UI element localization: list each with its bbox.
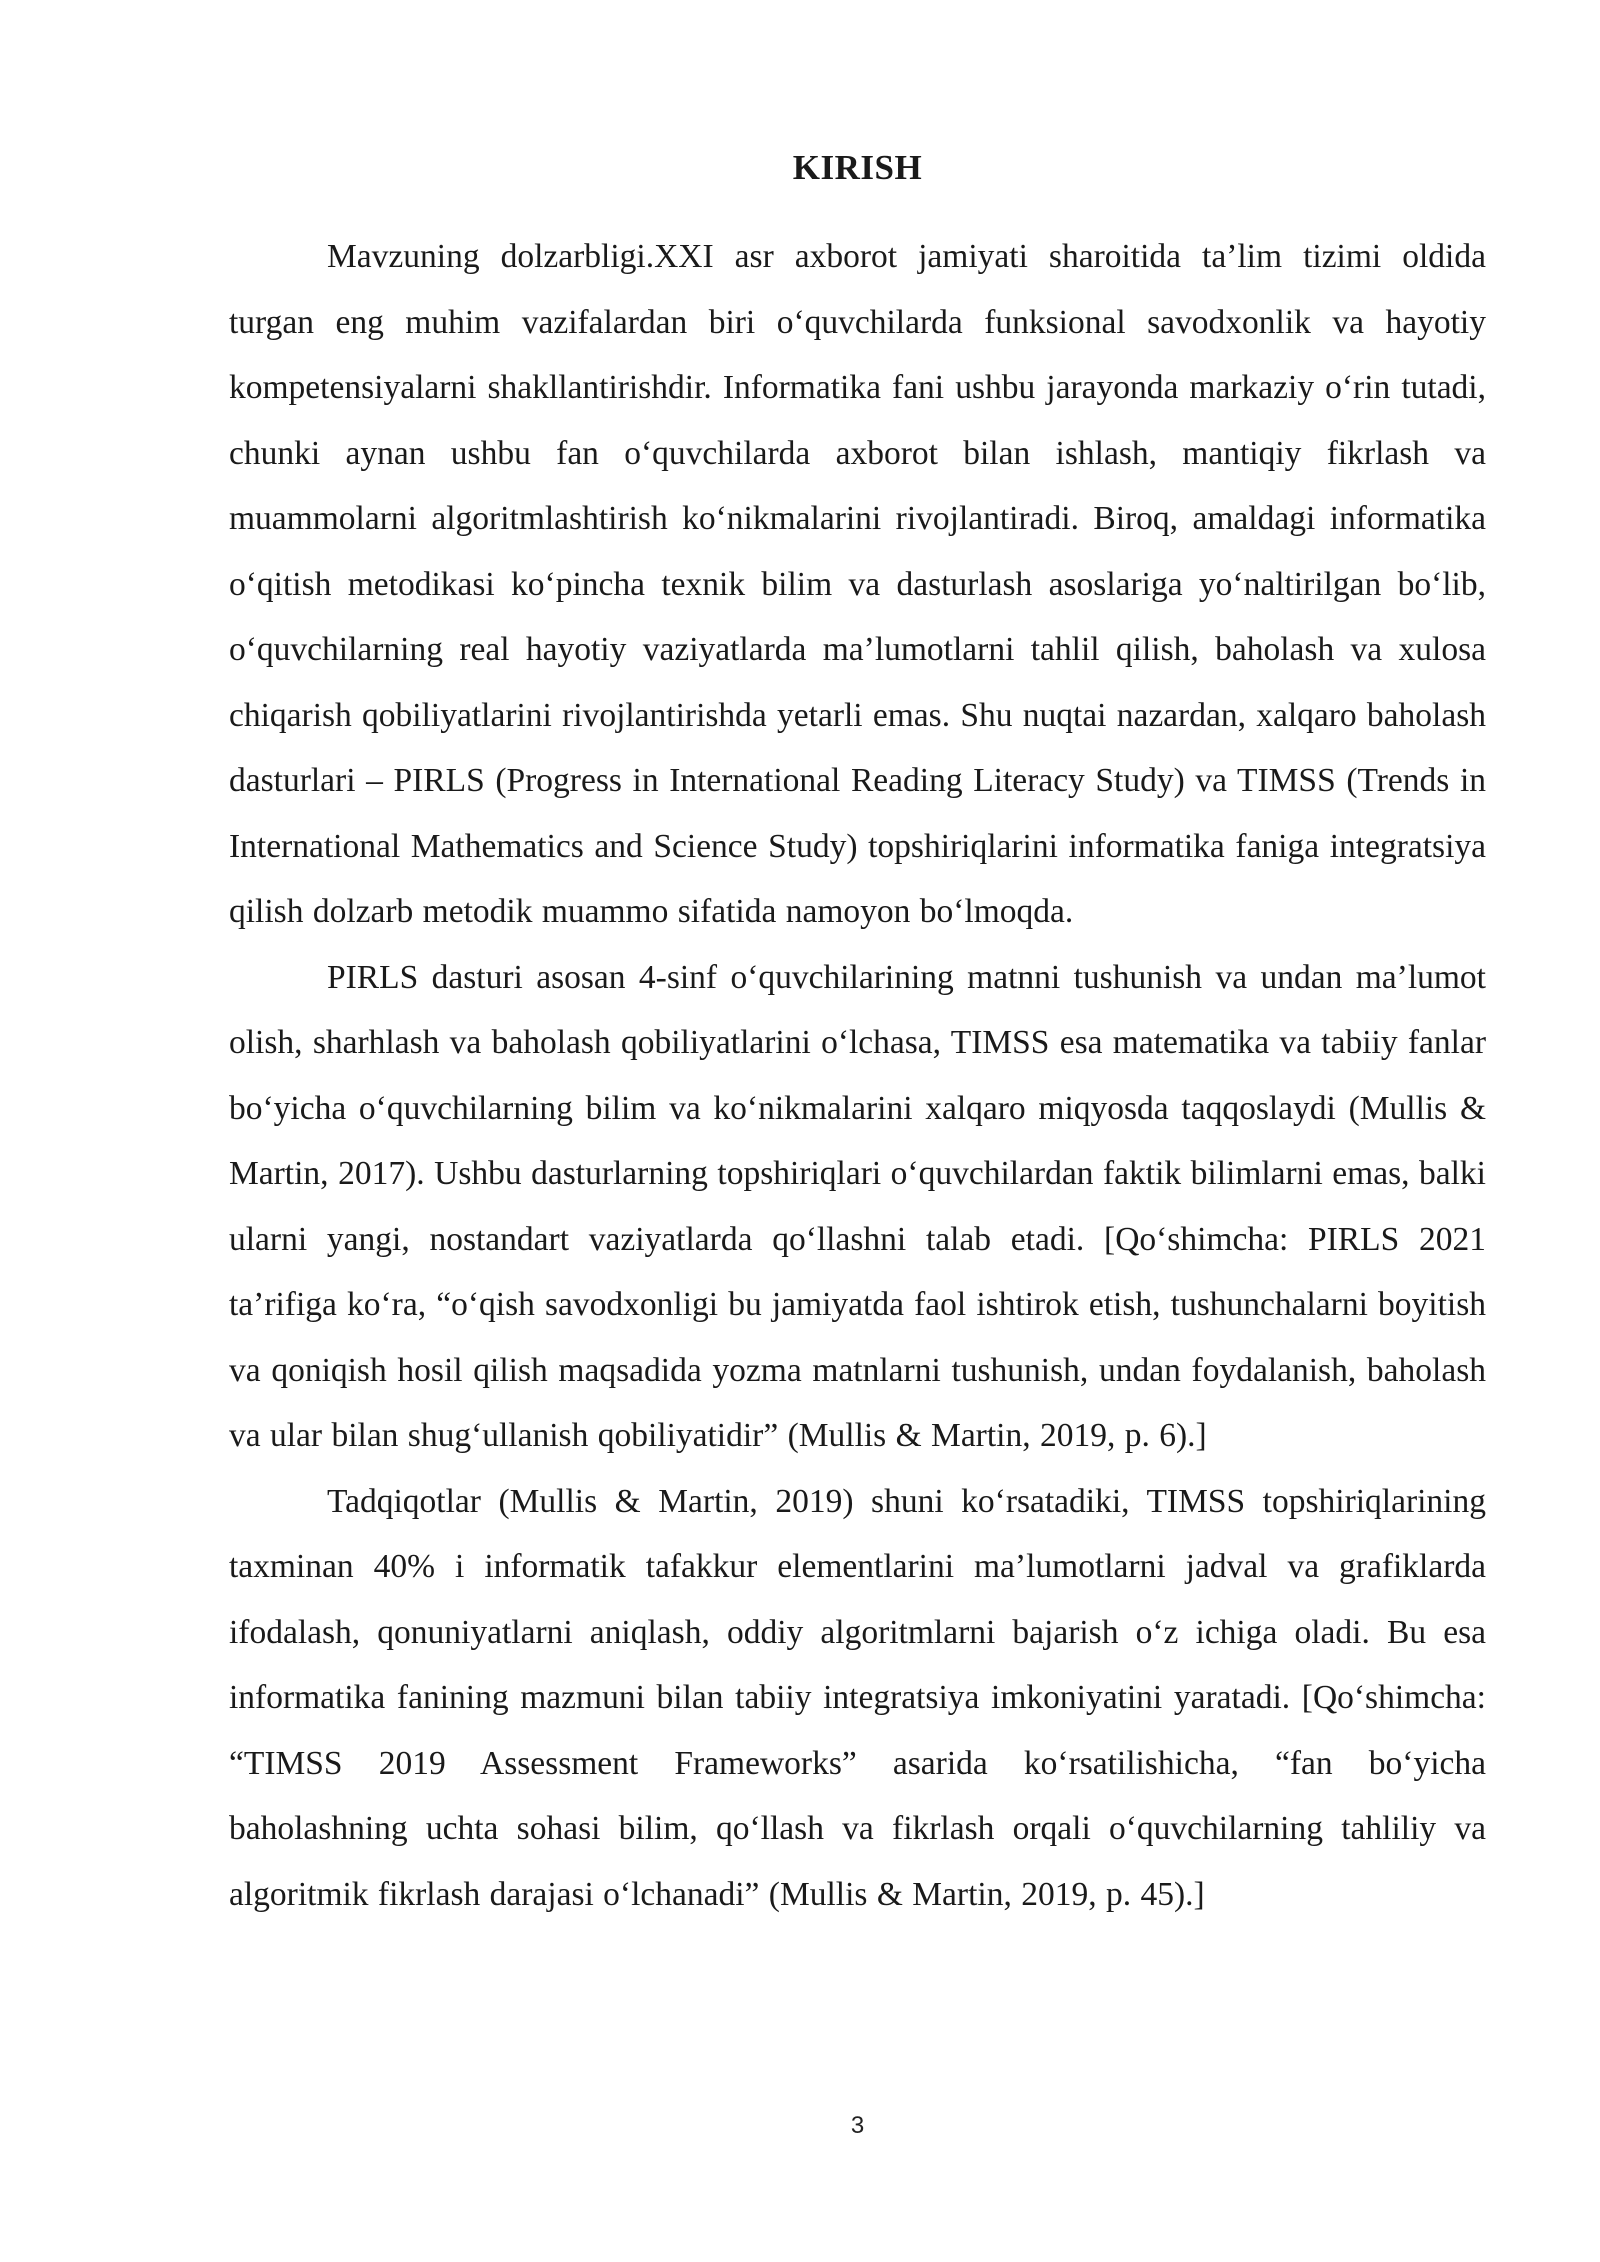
page-title: KIRISH bbox=[792, 148, 923, 187]
body-text bbox=[229, 224, 1486, 1927]
paragraph-research: Tadqiqotlar (Mullis & Martin, 2019) shuni ko‘rsatadiki, TIMSS topshiriqlarining taxminan 40% i informatik tafakkur elementlarini ma’lumotlarni jadval va grafiklarda ifodalash, qonuniyatlarni aniqlash, oddiy algoritmlarni bajarish o‘z ichiga oladi. Bu esa informatika fanining mazmuni bilan tabiiy integratsiya imkoniyatini yaratadi. [Qo‘shimcha: “TIMSS 2019 Assessment Frameworks” asarida ko‘rsatilishicha, “fan bo‘yicha baholashning uchta sohasi bilim, qo‘llash va fikrlash orqali o‘quvchilarning tahliliy va algoritmik fikrlash darajasi o‘lchanadi” (Mullis & Martin, 2019, p. 45).] bbox=[229, 1482, 1486, 1913]
page-number: 3 bbox=[850, 2112, 865, 2139]
paragraph-relevance: Mavzuning dolzarbligi.XXI asr axborot jamiyati sharoitida ta’lim tizimi oldida turgan eng muhim vazifalardan biri o‘quvchilarda funksional savodxonlik va hayotiy kompetensiyalarni shakllantirishdir. Informatika fani ushbu jarayonda markaziy o‘rin tutadi, chunki aynan ushbu fan o‘quvchilarda axborot bilan ishlash, mantiqiy fikrlash va muammolarni algoritmlashtirish ko‘nikmalarini rivojlantiradi. Biroq, amaldagi informatika o‘qitish metodikasi ko‘pincha texnik bilim va dasturlash asoslariga yo‘naltirilgan bo‘lib, o‘quvchilarning real hayotiy vaziyatlarda ma’lumotlarni tahlil qilish, baholash va xulosa chiqarish qobiliyatlarini rivojlantirishda yetarli emas. Shu nuqtai nazardan, xalqaro baholash dasturlari – PIRLS (Progress in International Reading Literacy Study) va TIMSS (Trends in International Mathematics and Science Study) topshiriqlarini informatika faniga integratsiya qilish dolzarb metodik muammo sifatida namoyon bo‘lmoqda. bbox=[229, 238, 1486, 930]
paragraph-pirls-timss: PIRLS dasturi asosan 4-sinf o‘quvchilarining matnni tushunish va undan ma’lumot olish, sharhlash va baholash qobiliyatlarini o‘lchasa, TIMSS esa matematika va tabiiy fanlar bo‘yicha o‘quvchilarning bilim va ko‘nikmalarini xalqaro miqyosda taqqoslaydi (Mullis & Martin, 2017). Ushbu dasturlarning topshiriqlari o‘quvchilardan faktik bilimlarni emas, balki ularni yangi, nostandart vaziyatlarda qo‘llashni talab etadi. [Qo‘shimcha: PIRLS 2021 ta’rifiga ko‘ra, “o‘qish savodxonligi bu jamiyatda faol ishtirok etish, tushunchalarni boyitish va qoniqish hosil qilish maqsadida yozma matnlarni tushunish, undan foydalanish, baholash va ular bilan shug‘ullanish qobiliyatidir” (Mullis & Martin, 2019, p. 6).] bbox=[229, 958, 1486, 1454]
